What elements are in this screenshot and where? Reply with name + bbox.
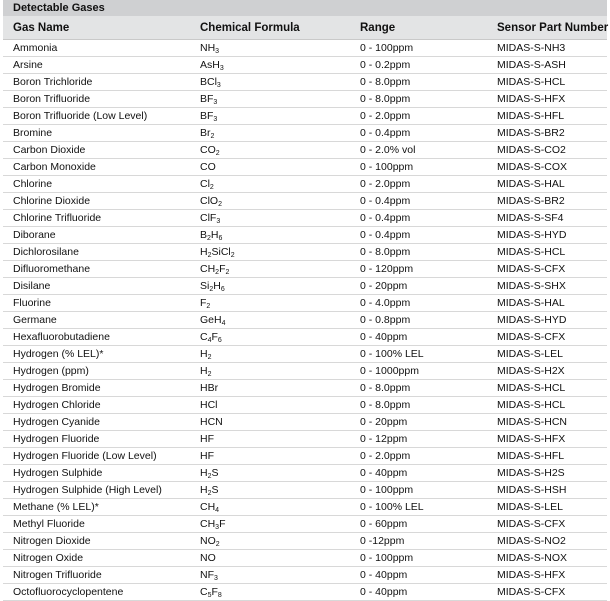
formula-subscript: 3 [216,82,221,89]
formula-subscript: 2 [207,252,212,259]
range-cell: 0 - 0.4ppm [360,212,411,224]
table-header [3,16,607,40]
table-row [3,108,607,125]
range-cell: 0 - 2.0ppm [360,450,411,462]
table-row [3,142,607,159]
range-cell: 0 - 40ppm [360,331,408,343]
chemical-formula-cell [200,550,216,566]
formula-subscript: 2 [206,303,211,310]
formula-element: NO [200,552,216,564]
sensor-part-number-cell: MIDAS-S-LEL [497,348,563,360]
sensor-part-number-cell: MIDAS-S-NOX [497,552,568,564]
sensor-part-number-cell: MIDAS-S-LEL [497,501,563,513]
formula-element: NH [200,42,216,54]
formula-subscript: 3 [219,65,224,72]
gas-name-cell: Chlorine Trifluoride [13,212,102,224]
formula-element: CO [200,161,216,173]
formula-element: H [200,348,208,360]
table-row [3,550,607,567]
gas-name-cell: Methyl Fluoride [13,518,85,530]
formula-subscript: 2 [210,133,215,140]
range-cell: 0 - 8.0ppm [360,93,411,105]
range-cell: 0 - 8.0ppm [360,246,411,258]
gas-name-cell: Nitrogen Trifluoride [13,569,102,581]
formula-element: H [200,246,208,258]
chemical-formula-cell [200,312,226,328]
range-cell: 0 - 8.0ppm [360,399,411,411]
formula-subscript: 5 [207,592,212,599]
formula-element: NF [200,569,214,581]
gas-name-cell: Hydrogen Sulphide [13,467,103,479]
range-cell: 0 - 0.4ppm [360,195,411,207]
chemical-formula-cell [200,210,220,226]
formula-element: HF [200,433,214,445]
formula-element: F [211,331,218,343]
sensor-part-number-cell: MIDAS-S-H2X [497,365,565,377]
range-cell: 0 - 100% LEL [360,501,424,513]
formula-element: H [200,365,208,377]
formula-element: Cl [200,178,210,190]
formula-subscript: 2 [230,252,235,259]
chemical-formula-cell [200,57,224,73]
chemical-formula-cell [200,431,214,447]
formula-element: F [219,263,226,275]
range-cell: 0 - 0.4ppm [360,127,411,139]
table-row [3,533,607,550]
chemical-formula-cell [200,159,216,175]
formula-element: SiCl [211,246,231,258]
sensor-part-number-cell: MIDAS-S-HCL [497,76,566,88]
formula-element: B [200,229,208,241]
sensor-part-number-cell: MIDAS-S-HCL [497,399,566,411]
formula-element: BCl [200,76,217,88]
table-row [3,482,607,499]
range-cell: 0 - 100ppm [360,484,414,496]
range-cell: 0 - 40ppm [360,569,408,581]
table-row [3,346,607,363]
sensor-part-number-cell: MIDAS-S-HFX [497,93,566,105]
sensor-part-number-cell: MIDAS-S-CFX [497,518,566,530]
formula-subscript: 2 [207,354,212,361]
gas-name-cell: Boron Trifluoride (Low Level) [13,110,148,122]
chemical-formula-cell [200,295,210,311]
sensor-part-number-cell: MIDAS-S-HCL [497,382,566,394]
sensor-part-number-cell: MIDAS-S-SF4 [497,212,564,224]
table-row [3,74,607,91]
chemical-formula-cell [200,499,219,515]
chemical-formula-cell [200,363,212,379]
formula-element: CH [200,518,216,530]
sensor-part-number-cell: MIDAS-S-NH3 [497,42,566,54]
chemical-formula-cell [200,108,217,124]
formula-element: S [211,484,219,496]
formula-element: F [219,518,226,530]
formula-subscript: 2 [207,490,212,497]
table-row [3,465,607,482]
gas-name-cell: Disilane [13,280,51,292]
chemical-formula-cell [200,125,214,141]
chemical-formula-cell [200,74,221,90]
chemical-formula-cell [200,329,222,345]
range-cell: 0 - 4.0ppm [360,297,411,309]
sensor-part-number-cell: MIDAS-S-HFX [497,569,566,581]
formula-subscript: 2 [215,150,220,157]
sensor-part-number-cell: MIDAS-S-SHX [497,280,566,292]
gas-name-cell: Hydrogen Fluoride [13,433,100,445]
table-row [3,414,607,431]
formula-element: H [200,467,208,479]
formula-element: CH [200,501,216,513]
table-row [3,567,607,584]
gas-name-cell: Difluoromethane [13,263,91,275]
formula-element: C [200,586,208,598]
sensor-part-number-cell: MIDAS-S-CFX [497,263,566,275]
formula-subscript: 6 [218,235,223,242]
chemical-formula-cell [200,516,226,532]
header-range: Range [360,21,396,34]
gas-name-cell: Hydrogen Sulphide (High Level) [13,484,162,496]
gas-name-cell: Chlorine Dioxide [13,195,91,207]
range-cell: 0 -12ppm [360,535,405,547]
sensor-part-number-cell: MIDAS-S-HCL [497,246,566,258]
table-row [3,210,607,227]
formula-element: GeH [200,314,222,326]
formula-element: HBr [200,382,219,394]
formula-element: H [210,229,219,241]
gas-name-cell: Arsine [13,59,43,71]
gas-name-cell: Carbon Monoxide [13,161,96,173]
formula-subscript: 6 [217,337,222,344]
table-row [3,40,607,57]
formula-subscript: 2 [209,184,214,191]
gas-name-cell: Diborane [13,229,56,241]
range-cell: 0 - 12ppm [360,433,408,445]
sensor-part-number-cell: MIDAS-S-HAL [497,297,565,309]
gas-name-cell: Boron Trichloride [13,76,93,88]
chemical-formula-cell [200,244,235,260]
sensor-part-number-cell: MIDAS-S-HSH [497,484,567,496]
range-cell: 0 - 20ppm [360,280,408,292]
sensor-part-number-cell: MIDAS-S-HCN [497,416,567,428]
chemical-formula-cell [200,448,214,464]
range-cell: 0 - 2.0% vol [360,144,416,156]
table-row [3,57,607,74]
gas-name-cell: Chlorine [13,178,53,190]
table-row [3,193,607,210]
formula-subscript: 2 [207,235,211,242]
formula-element: NO [200,535,216,547]
chemical-formula-cell [200,193,222,209]
gas-name-cell: Hydrogen Fluoride (Low Level) [13,450,157,462]
range-cell: 0 - 100% LEL [360,348,424,360]
gas-name-cell: Ammonia [13,42,58,54]
range-cell: 0 - 8.0ppm [360,382,411,394]
sensor-part-number-cell: MIDAS-S-CO2 [497,144,566,156]
chemical-formula-cell [200,227,222,243]
formula-subscript: 2 [209,286,214,293]
sensor-part-number-cell: MIDAS-S-HAL [497,178,565,190]
table-row [3,329,607,346]
table-row [3,227,607,244]
sensor-part-number-cell: MIDAS-S-HFX [497,433,566,445]
table-row [3,397,607,414]
formula-element: H [200,484,208,496]
formula-element: HF [200,450,214,462]
gas-name-cell: Hydrogen Chloride [13,399,101,411]
gas-name-cell: Dichlorosilane [13,246,79,258]
chemical-formula-cell [200,40,219,56]
formula-element: F [200,297,207,309]
range-cell: 0 - 2.0ppm [360,110,411,122]
sensor-part-number-cell: MIDAS-S-CFX [497,331,566,343]
formula-element: AsH [200,59,220,71]
range-cell: 0 - 0.4ppm [360,229,411,241]
table-title: Detectable Gases [3,0,607,16]
gas-name-cell: Octofluorocyclopentene [13,586,124,598]
formula-element: CO [200,144,216,156]
chemical-formula-cell [200,346,212,362]
gas-name-cell: Nitrogen Dioxide [13,535,91,547]
formula-subscript: 2 [207,371,212,378]
formula-element: C [200,331,208,343]
formula-element: HCN [200,416,223,428]
range-cell: 0 - 60ppm [360,518,408,530]
formula-element: F [211,586,218,598]
sensor-part-number-cell: MIDAS-S-CFX [497,586,566,598]
sensor-part-number-cell: MIDAS-S-ASH [497,59,566,71]
gas-table [3,0,607,601]
formula-subscript: 3 [215,48,220,55]
table-row [3,278,607,295]
range-cell: 0 - 100ppm [360,552,414,564]
formula-element: S [211,467,219,479]
formula-subscript: 8 [217,592,222,599]
formula-subscript: 2 [225,269,230,276]
table-row [3,159,607,176]
formula-element: ClO [200,195,219,207]
formula-subscript: 6 [220,286,225,293]
formula-element: Si [200,280,210,292]
formula-subscript: 3 [214,575,218,582]
table-row [3,431,607,448]
formula-subscript: 2 [218,201,222,208]
formula-subscript: 4 [215,507,220,514]
formula-element: H [213,280,221,292]
table-row [3,516,607,533]
sensor-part-number-cell: MIDAS-S-HFL [497,110,565,122]
formula-subscript: 3 [213,99,218,106]
table-row [3,244,607,261]
formula-subscript: 3 [213,116,218,123]
chemical-formula-cell [200,533,220,549]
gas-name-cell: Hexafluorobutadiene [13,331,110,343]
chemical-formula-cell [200,380,218,396]
formula-element: Br [200,127,211,139]
header-sensor-part-number: Sensor Part Number [497,21,609,34]
range-cell: 0 - 40ppm [360,586,408,598]
range-cell: 0 - 100ppm [360,42,414,54]
range-cell: 0 - 40ppm [360,467,408,479]
gas-name-cell: Fluorine [13,297,51,309]
gas-name-cell: Carbon Dioxide [13,144,86,156]
chemical-formula-cell [200,584,222,600]
range-cell: 0 - 8.0ppm [360,76,411,88]
gas-name-cell: Methane (% LEL)* [13,501,99,513]
sensor-part-number-cell: MIDAS-S-HFL [497,450,565,462]
range-cell: 0 - 1000ppm [360,365,419,377]
range-cell: 0 - 2.0ppm [360,178,411,190]
chemical-formula-cell [200,397,218,413]
sensor-part-number-cell: MIDAS-S-HYD [497,314,567,326]
table-row [3,380,607,397]
range-cell: 0 - 0.8ppm [360,314,411,326]
formula-subscript: 3 [216,218,221,225]
table-body [3,40,607,601]
chemical-formula-cell [200,91,217,107]
range-cell: 0 - 100ppm [360,161,414,173]
formula-element: BF [200,93,214,105]
formula-element: BF [200,110,214,122]
header-gas-name: Gas Name [13,21,70,34]
sensor-part-number-cell: MIDAS-S-H2S [497,467,565,479]
gas-name-cell: Hydrogen (ppm) [13,365,89,377]
table-row [3,312,607,329]
chemical-formula-cell [200,176,214,192]
table-row [3,125,607,142]
formula-subscript: 3 [215,524,220,531]
gas-name-cell: Germane [13,314,57,326]
chemical-formula-cell [200,278,225,294]
table-row [3,584,607,601]
table-row [3,176,607,193]
sensor-part-number-cell: MIDAS-S-BR2 [497,127,565,139]
gas-name-cell: Boron Trifluoride [13,93,91,105]
header-chemical-formula: Chemical Formula [200,21,300,34]
gas-name-cell: Hydrogen Bromide [13,382,101,394]
formula-subscript: 2 [215,541,220,548]
sensor-part-number-cell: MIDAS-S-BR2 [497,195,565,207]
formula-subscript: 2 [207,473,212,480]
formula-subscript: 4 [207,337,212,344]
formula-subscript: 4 [221,320,226,327]
chemical-formula-cell [200,465,219,481]
table-row [3,448,607,465]
table-row [3,363,607,380]
chemical-formula-cell [200,567,218,583]
chemical-formula-cell [200,261,229,277]
formula-element: ClF [200,212,217,224]
chemical-formula-cell [200,482,219,498]
gas-name-cell: Bromine [13,127,53,139]
sensor-part-number-cell: MIDAS-S-COX [497,161,568,173]
range-cell: 0 - 0.2ppm [360,59,411,71]
table-row [3,295,607,312]
chemical-formula-cell [200,142,220,158]
chemical-formula-cell [200,414,223,430]
gas-name-cell: Hydrogen Cyanide [13,416,100,428]
sensor-part-number-cell: MIDAS-S-HYD [497,229,567,241]
range-cell: 0 - 120ppm [360,263,414,275]
formula-element: CH [200,263,216,275]
range-cell: 0 - 20ppm [360,416,408,428]
formula-subscript: 2 [215,269,220,276]
table-row [3,499,607,516]
gas-name-cell: Hydrogen (% LEL)* [13,348,104,360]
table-row [3,261,607,278]
table-row [3,91,607,108]
gas-name-cell: Nitrogen Oxide [13,552,84,564]
sensor-part-number-cell: MIDAS-S-NO2 [497,535,566,547]
formula-element: HCl [200,399,218,411]
